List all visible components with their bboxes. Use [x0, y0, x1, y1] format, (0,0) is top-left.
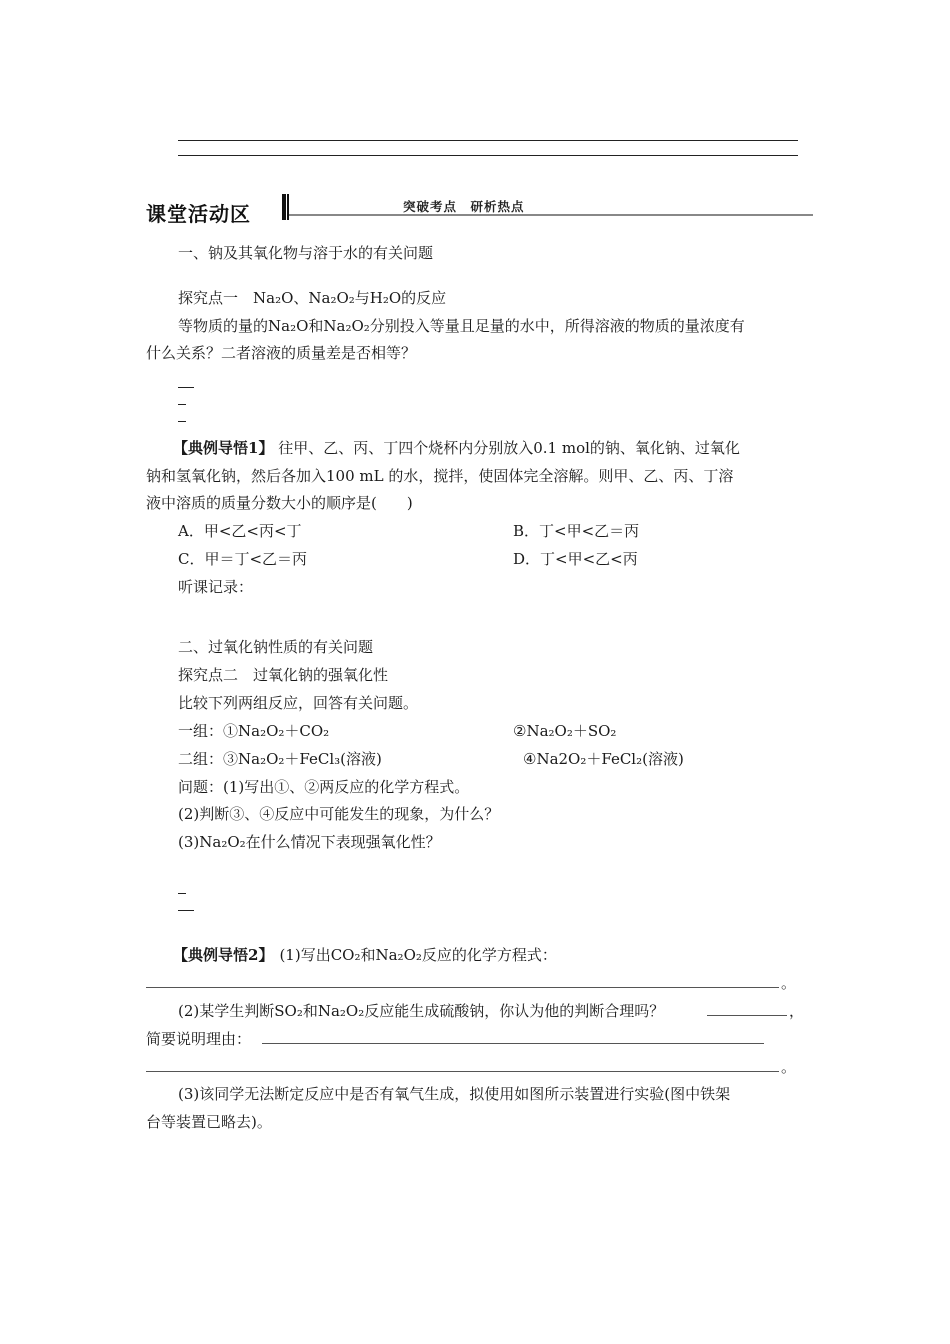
banner-underline: [289, 214, 813, 216]
explore-point-1: 探究点一 Na₂O、Na₂O₂与H₂O的反应: [178, 289, 447, 307]
answer-line-reason-2[interactable]: [146, 1071, 779, 1072]
section2-heading: 二、过氧化钠性质的有关问题: [178, 638, 374, 656]
answer-line-reason[interactable]: [262, 1043, 764, 1044]
answer-line[interactable]: [146, 987, 779, 988]
example1-line2: 钠和氢氧化钠，然后各加入100 mL 的水，搅拌，使固体完全溶解。则甲、乙、丙、丁溶: [146, 467, 734, 485]
answer-blank: [178, 404, 186, 405]
group2-reaction-a: 二组：③Na₂O₂＋FeCl₃(溶液): [178, 750, 382, 768]
option-b: B．丁<甲<乙＝丙: [513, 522, 640, 540]
reason-label: 简要说明理由：: [146, 1030, 252, 1048]
answer-blank-reasonable[interactable]: [707, 1015, 787, 1016]
example2-line1: [173, 945, 557, 965]
header-rule-bottom: [178, 155, 798, 156]
lecture-record-label: 听课记录：: [178, 578, 254, 596]
example2-tag: 【典例导悟2】: [173, 946, 274, 964]
example2-part2-text: (2)某学生判断SO₂和Na₂O₂反应能生成硫酸钠，你认为他的判断合理吗？: [178, 1002, 665, 1020]
answer-blank: [178, 893, 186, 894]
example2-part1: (1)写出CO₂和Na₂O₂反应的化学方程式：: [279, 946, 557, 964]
explore-point-2: 探究点二 过氧化钠的强氧化性: [178, 666, 389, 684]
section-banner-subtitle: 突破考点 研析热点: [403, 199, 525, 214]
answer-blank: [178, 910, 194, 911]
option-c: C．甲＝丁<乙＝丙: [178, 550, 308, 568]
question1-line1: 等物质的量的Na₂O和Na₂O₂分别投入等量且足量的水中，所得溶液的物质的量浓度有: [178, 317, 745, 335]
group1-reaction-b: ②Na₂O₂＋SO₂: [513, 722, 617, 740]
example1-tag: 【典例导悟1】: [173, 439, 274, 457]
option-d: D．丁<甲<乙<丙: [513, 550, 638, 568]
group2-reaction-b: ④Na2O₂＋FeCl₂(溶液): [523, 750, 684, 768]
example1-line1: [173, 438, 740, 458]
option-a: A．甲<乙<丙<丁: [178, 522, 302, 540]
answer-blank: [178, 387, 194, 388]
section1-heading: 一、钠及其氧化物与溶于水的有关问题: [178, 244, 434, 262]
example2-part3-line1: (3)该同学无法断定反应中是否有氧气生成，拟使用如图所示装置进行实验(图中铁架: [178, 1085, 731, 1103]
example2-part2: [178, 1001, 664, 1021]
example1-line3: 液中溶质的质量分数大小的顺序是( ): [146, 494, 413, 512]
period: 。: [781, 1058, 797, 1076]
question-part2: (2)判断③、④反应中可能发生的现象，为什么？: [178, 805, 500, 823]
question1-line2: 什么关系？二者溶液的质量差是否相等？: [146, 344, 417, 362]
question-part3: (3)Na₂O₂在什么情况下表现强氧化性？: [178, 833, 441, 851]
question-part1: 问题：(1)写出①、②两反应的化学方程式。: [178, 778, 470, 796]
example2-part3-line2: 台等装置已略去)。: [146, 1113, 272, 1131]
example1-text: 往甲、乙、丙、丁四个烧杯内分别放入0.1 mol的钠、氧化钠、过氧化: [273, 439, 740, 457]
answer-blank: [178, 421, 186, 422]
banner-bar-thin: [287, 194, 289, 220]
comma: ，: [789, 1002, 805, 1020]
banner-bar: [282, 194, 286, 220]
group1-reaction-a: 一组：①Na₂O₂＋CO₂: [178, 722, 330, 740]
header-rule-top: [178, 140, 798, 141]
period: 。: [781, 974, 797, 992]
section-banner-title: 课堂活动区: [146, 202, 251, 226]
section2-intro: 比较下列两组反应，回答有关问题。: [178, 694, 419, 712]
